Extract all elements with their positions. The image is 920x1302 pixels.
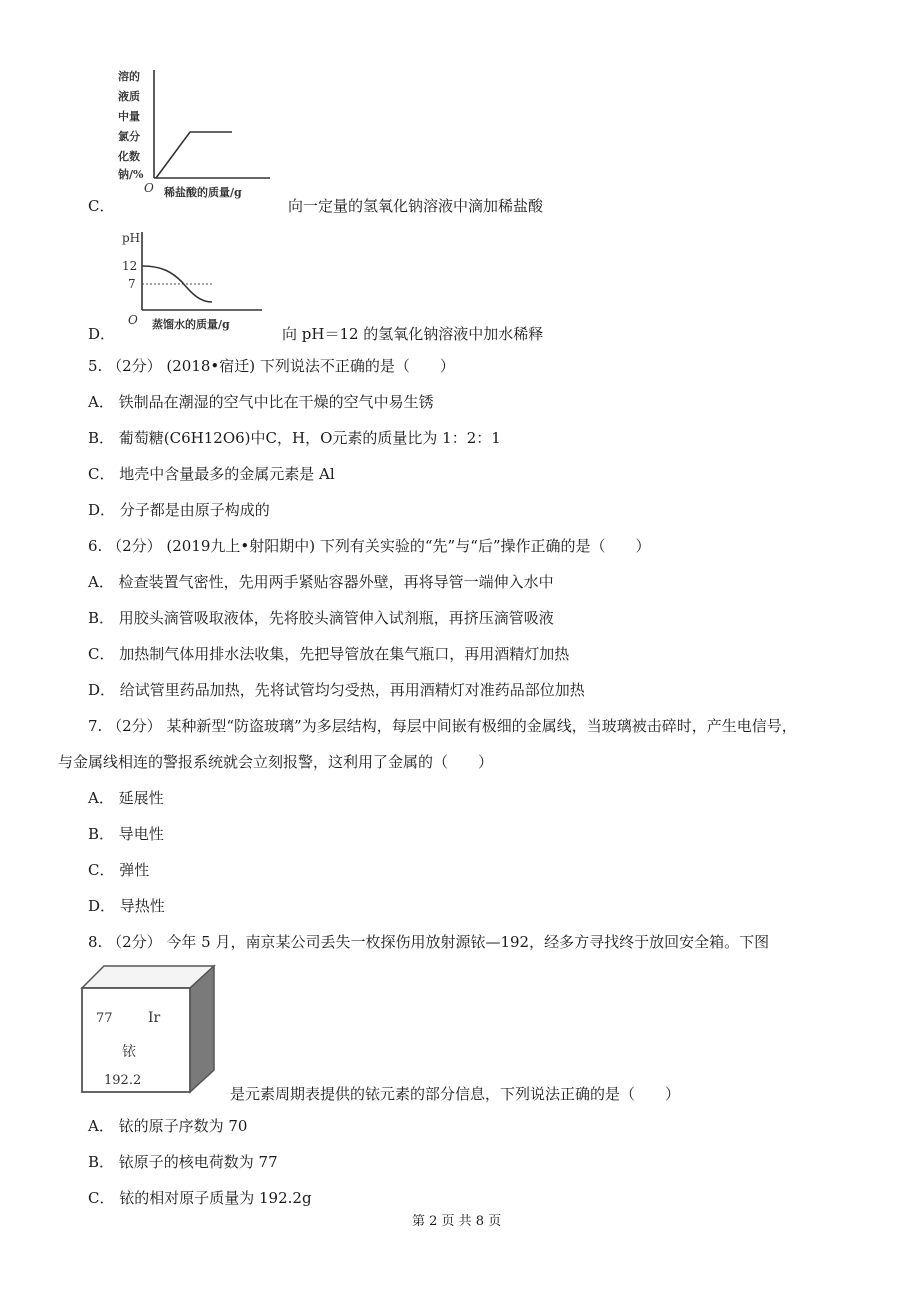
figd-tick-12: 12 (122, 259, 138, 273)
q5-stem: 5. （2分） (2018•宿迁) 下列说法不正确的是（ ） (88, 357, 455, 375)
element-card-side (190, 966, 214, 1092)
q5-option-d: D． 分子都是由原子构成的 (88, 501, 270, 519)
q8-option-b: B． 铱原子的核电荷数为 77 (88, 1153, 278, 1171)
element-atomic-number: 77 (96, 1011, 113, 1026)
option-c-letter: C． (88, 197, 115, 215)
q6-option-c: C． 加热制气体用排水法收集，先把导管放在集气瓶口，再用酒精灯加热 (88, 645, 570, 663)
q7-stem-line2: 与金属线相连的警报系统就会立刻报警，这利用了金属的（ ） (58, 753, 494, 771)
q7-option-c: C． 弹性 (88, 861, 150, 879)
q6-option-d: D． 给试管里药品加热，先将试管均匀受热，再用酒精灯对准药品部位加热 (88, 681, 585, 699)
figd-tick-7: 7 (128, 277, 136, 291)
option-d-letter: D． (88, 325, 116, 343)
figc-origin: O (144, 181, 154, 195)
figd-ylabel: pH (122, 231, 141, 245)
page-footer: 第 2 页 共 8 页 (412, 1214, 502, 1229)
q8-stem-line2: 是元素周期表提供的铱元素的部分信息，下列说法正确的是（ ） (230, 1085, 681, 1103)
q6-stem: 6. （2分） (2019九上•射阳期中) 下列有关实验的“先”与“后”操作正确的是（ ） (88, 537, 651, 555)
element-iridium-card (74, 962, 220, 1100)
q8-stem-line1: 8. （2分） 今年 5 月，南京某公司丢失一枚探伤用放射源铱—192，经多方寻找终于放回安全箱。下图 (88, 933, 770, 951)
element-symbol: Ir (148, 1010, 161, 1026)
q7-option-d: D． 导热性 (88, 897, 165, 915)
q8-option-a: A． 铱的原子序数为 70 (88, 1117, 248, 1135)
element-name: 铱 (122, 1044, 136, 1060)
figc-curve (156, 132, 232, 178)
q8-option-c: C． 铱的相对原子质量为 192.2g (88, 1189, 312, 1207)
option-c-text: 向一定量的氢氧化钠溶液中滴加稀盐酸 (288, 197, 544, 215)
figc-ylabel-line: 溶的 (118, 70, 140, 83)
figd-origin: O (128, 313, 138, 327)
figure-d-graph (112, 226, 282, 336)
option-d-text: 向 pH＝12 的氢氧化钠溶液中加水稀释 (282, 325, 544, 343)
q5-option-a: A． 铁制品在潮湿的空气中比在干燥的空气中易生锈 (88, 393, 434, 411)
figc-ylabel-line: 钠/% (118, 168, 144, 181)
q5-option-c: C． 地壳中含量最多的金属元素是 Al (88, 465, 335, 483)
figc-ylabel-line: 液质 (118, 90, 140, 103)
figc-ylabel-line: 化数 (118, 150, 140, 163)
q6-option-b: B． 用胶头滴管吸取液体，先将胶头滴管伸入试剂瓶，再挤压滴管吸液 (88, 609, 554, 627)
q5-option-b: B． 葡萄糖(C6H12O6)中C，H，O元素的质量比为 1：2：1 (88, 429, 501, 447)
figd-curve (142, 266, 212, 302)
figure-c-graph (112, 68, 282, 208)
q7-option-a: A． 延展性 (88, 789, 164, 807)
element-atomic-mass: 192.2 (104, 1073, 142, 1088)
figc-ylabel-line: 氯分 (118, 130, 140, 143)
figc-xlabel: 稀盐酸的质量/g (164, 186, 242, 199)
figd-xlabel: 蒸馏水的质量/g (152, 318, 230, 331)
figc-ylabel-line: 中量 (118, 110, 140, 123)
q6-option-a: A． 检查装置气密性，先用两手紧贴容器外壁，再将导管一端伸入水中 (88, 573, 554, 591)
q7-option-b: B． 导电性 (88, 825, 164, 843)
q7-stem-line1: 7. （2分） 某种新型“防盗玻璃”为多层结构，每层中间嵌有极细的金属线，当玻璃被击碎时，产生电信号， (88, 717, 797, 735)
